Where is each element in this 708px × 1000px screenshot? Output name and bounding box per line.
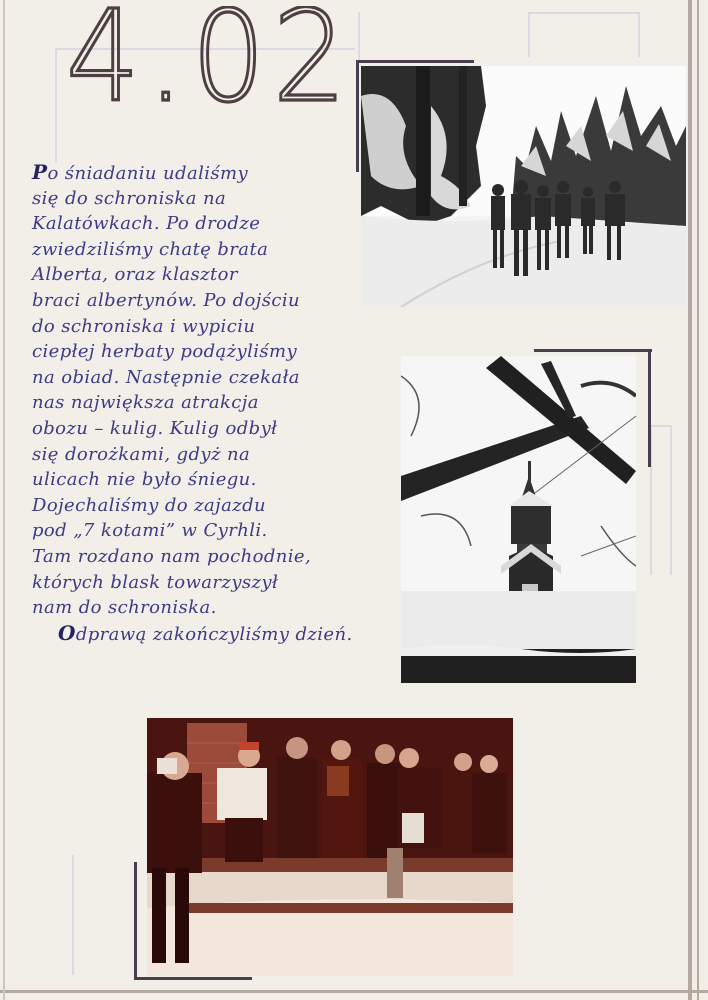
guide-line — [55, 48, 57, 163]
journal-line: nas największa atrakcja — [32, 392, 259, 414]
page-edge-left — [3, 0, 5, 1000]
journal-line: zwiedziliśmy chatę brata — [32, 238, 269, 260]
journal-line: pod „7 kotami” w Cyrhli. — [32, 520, 268, 542]
journal-line: braci albertynów. Po dojściu — [32, 289, 300, 311]
photo-corner — [134, 862, 137, 980]
guide-line — [72, 855, 74, 975]
journal-initial: O — [58, 620, 76, 645]
photo-corner — [134, 977, 252, 980]
journal-line: których blask towarzyszył — [32, 571, 279, 593]
journal-line: do schroniska i wypiciu — [32, 315, 256, 337]
journal-line: ciepłej herbaty podążyliśmy — [32, 341, 298, 363]
guide-line — [528, 12, 530, 57]
journal-line: nam do schroniska. — [32, 597, 217, 619]
photo-group-on-bench — [147, 718, 513, 976]
date-heading — [66, 6, 356, 110]
photo-snowy-forest-walk — [361, 66, 686, 307]
photo-corner — [534, 349, 652, 352]
journal-initial: P — [32, 160, 48, 184]
journal-line: Alberta, oraz klasztor — [32, 264, 238, 286]
guide-line — [528, 12, 640, 14]
page-edge-right-inner — [697, 0, 699, 1000]
guide-line — [650, 425, 672, 427]
guide-line — [358, 12, 360, 62]
photo-chapel-roof-in-snow — [401, 356, 636, 683]
journal-text — [32, 160, 387, 646]
journal-line: ulicach nie było śniegu. — [32, 469, 257, 491]
journal-line: Po śniadaniu udaliśmy — [32, 160, 249, 184]
journal-line: się dorożkami, gdyż na — [32, 443, 251, 465]
photo-corner — [356, 60, 359, 172]
journal-line: Tam rozdano nam pochodnie, — [32, 545, 312, 567]
journal-line: obozu – kulig. Kulig odbył — [32, 417, 278, 439]
journal-line: się do schroniska na — [32, 187, 227, 209]
photo-corner — [648, 349, 651, 467]
photo-corner — [356, 60, 474, 63]
journal-line: na obiad. Następnie czekała — [32, 366, 300, 388]
journal-line: Dojechaliśmy do zajazdu — [32, 494, 267, 516]
date-heading-text: 4.02 — [66, 6, 354, 110]
journal-line: Kalatówkach. Po drodze — [32, 213, 261, 235]
guide-line — [638, 12, 640, 57]
page-edge-right — [688, 0, 692, 1000]
page-edge-bottom — [0, 990, 708, 993]
journal-closing-line: Odprawą zakończyliśmy dzień. — [58, 620, 353, 645]
guide-line — [670, 425, 672, 575]
